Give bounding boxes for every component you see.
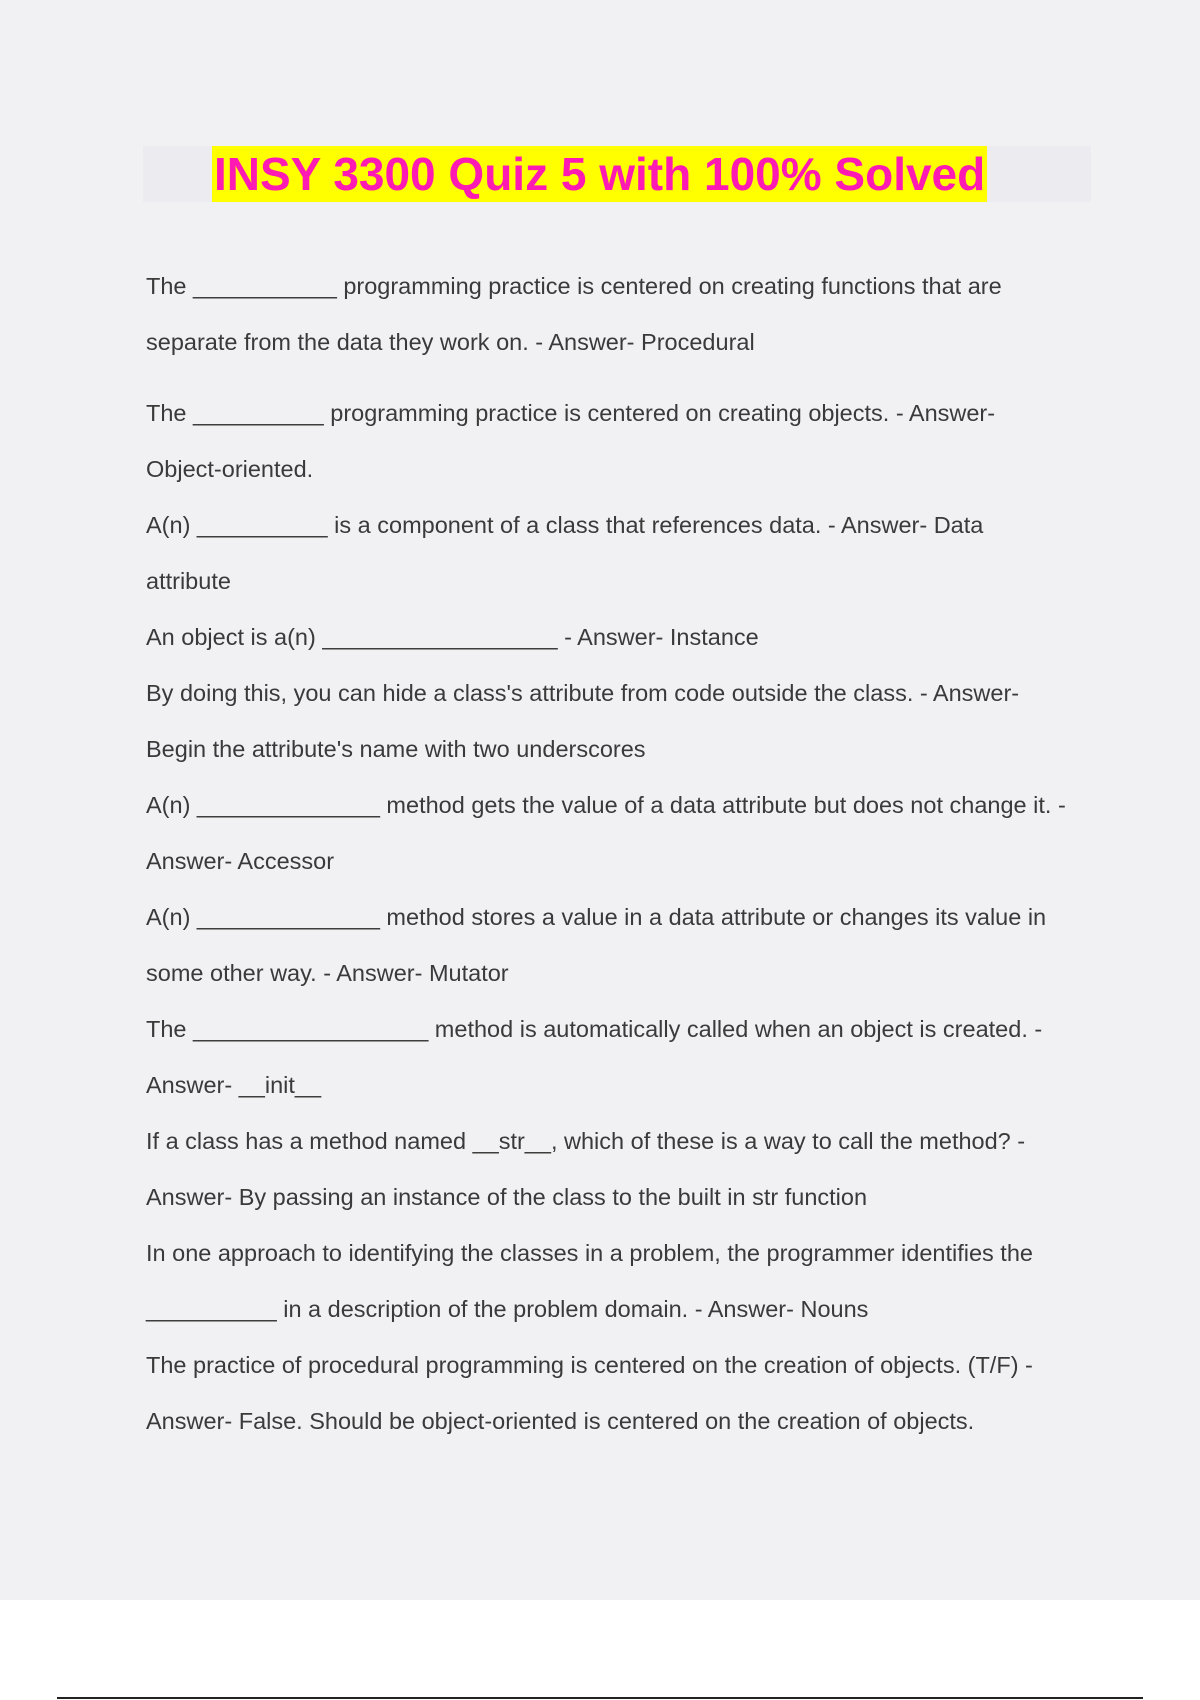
text-line: Answer- Accessor [146,848,335,874]
text-line: An object is a(n) __________________ - Answer- Instance [146,624,759,650]
text-line: The __________ programming practice is centered on creating objects. - Answer- [146,400,996,426]
text-line: separate from the data they work on. - Answer- Procedural [146,329,755,355]
page-divider [57,1697,1143,1699]
text-line: The ___________ programming practice is centered on creating functions that are [146,273,1002,299]
text-line: some other way. - Answer- Mutator [146,960,509,986]
text-line: Begin the attribute's name with two underscores [146,736,646,762]
text-line: A(n) ______________ method stores a value in a data attribute or changes its value in [146,904,1047,930]
text-line: Answer- __init__ [146,1072,322,1098]
text-line: The practice of procedural programming is centered on the creation of objects. (T/F) - [146,1352,1033,1378]
text-line: Answer- False. Should be object-oriented is centered on the creation of objects. [146,1408,975,1434]
document-title: INSY 3300 Quiz 5 with 100% Solved [214,148,986,200]
text-line: The __________________ method is automatically called when an object is created. - [146,1016,1043,1042]
qa-content [146,266,1106,1457]
text-line: By doing this, you can hide a class's attribute from code outside the class. - Answer- [146,680,1020,706]
text-line: A(n) ______________ method gets the value of a data attribute but does not change it. - [146,792,1066,818]
text-line: A(n) __________ is a component of a class that references data. - Answer- Data [146,512,984,538]
text-line: __________ in a description of the problem domain. - Answer- Nouns [146,1296,869,1322]
text-line: Object-oriented. [146,456,314,482]
text-line: If a class has a method named __str__, which of these is a way to call the method? - [146,1128,1026,1154]
text-line: Answer- By passing an instance of the class to the built in str function [146,1184,868,1210]
text-line: attribute [146,568,231,594]
text-line: In one approach to identifying the classes in a problem, the programmer identifies the [146,1240,1033,1266]
